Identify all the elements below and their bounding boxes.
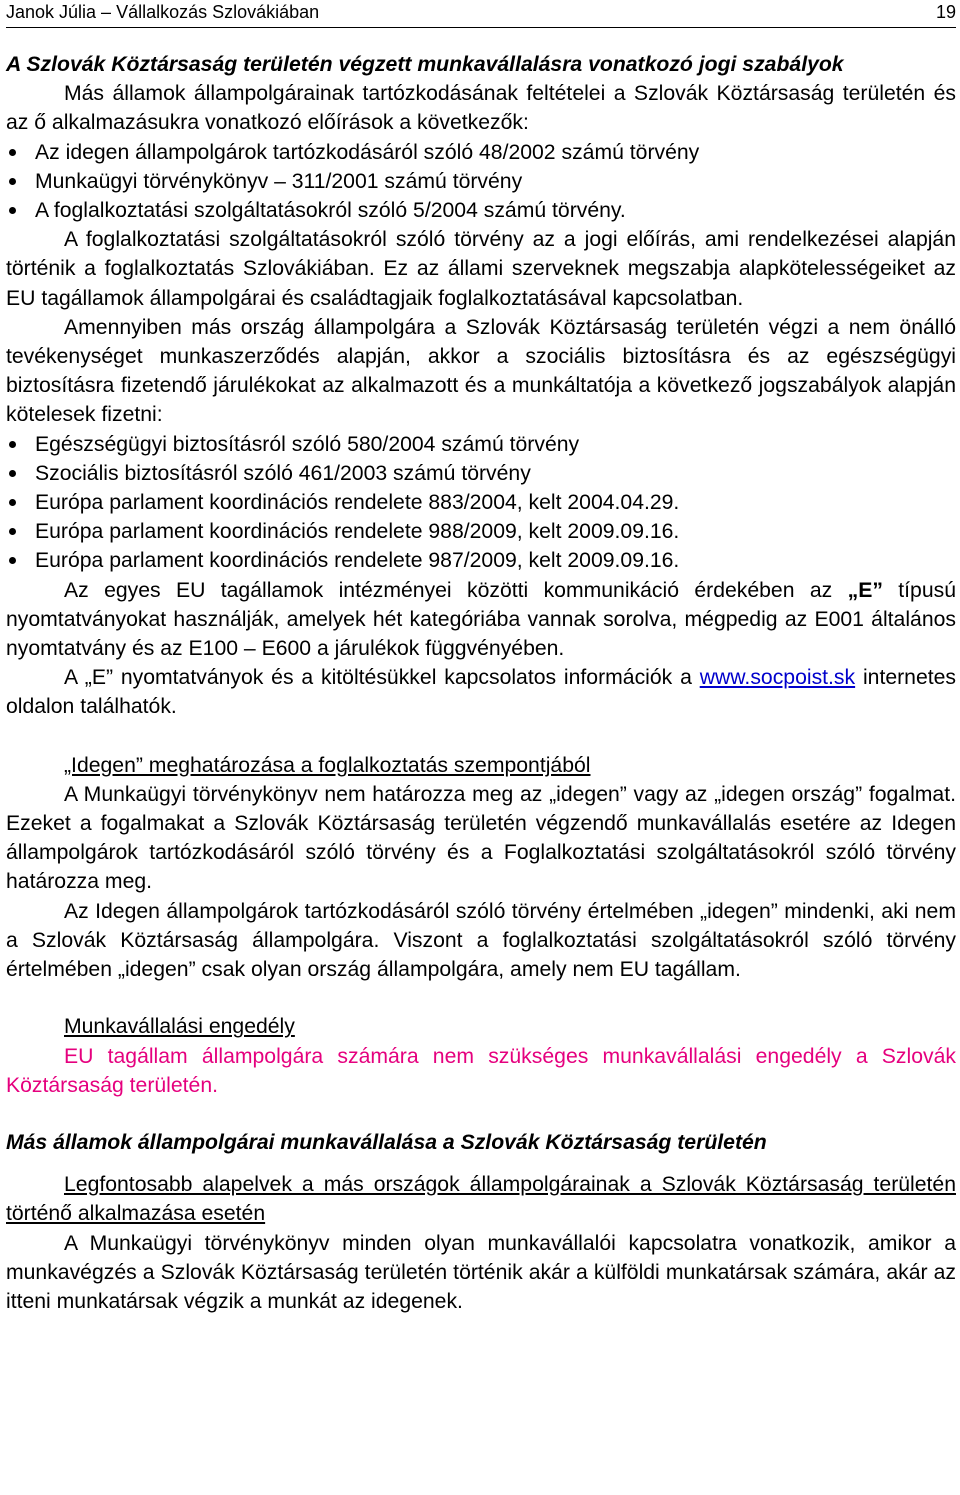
list-item: Európa parlament koordinációs rendelete 987/2009, kelt 2009.09.16. — [6, 546, 956, 575]
paragraph: A Munkaügyi törvénykönyv nem határozza meg az „idegen” vagy az „idegen ország” fogalmat. Ezeket a fogalmakat a Szlovák Köztársaság területén végzendő munkavállalás esetére az Idegen állampolgárok tartózkodásáról szóló törvény és a Foglalkoztatási szolgáltatásokról szóló törvény határozza meg. — [6, 782, 956, 894]
list-item: Európa parlament koordinációs rendelete 883/2004, kelt 2004.04.29. — [6, 488, 956, 517]
paragraph: A foglalkoztatási szolgáltatásokról szóló törvény az a jogi előírás, ami rendelkezései alapján történik a foglalkoztatás Szlovákiában. Ez az állami szerveknek megszabja alapkötelességeiket az EU tagállamok állampolgárai és családtagjaik foglalkoztatásával kapcsolatban. — [6, 228, 956, 310]
list-item: A foglalkoztatási szolgáltatásokról szóló 5/2004 számú törvény. — [6, 196, 956, 225]
paragraph: Az Idegen állampolgárok tartózkodásáról szóló törvény értelmében „idegen” mindenki, aki nem a Szlovák Köztársaság állampolgára. Viszont a foglalkoztatási szolgáltatásokról szóló törvény értelmében „idegen” csak olyan ország állampolgára, amely nem EU tagállam. — [6, 899, 956, 982]
bullet-icon — [9, 207, 16, 214]
subtitle-idegen: „Idegen” meghatározása a foglalkoztatás szempontjából — [64, 753, 591, 777]
list-item: Szociális biztosításról szóló 461/2003 számú törvény — [6, 459, 956, 488]
bullet-icon — [9, 557, 16, 564]
bullet-icon — [9, 149, 16, 156]
section-title: Más államok állampolgárai munkavállalása a Szlovák Köztársaság területén — [6, 1130, 767, 1154]
law-list — [6, 138, 956, 226]
bullet-icon — [9, 470, 16, 477]
paragraph: A Munkaügyi törvénykönyv minden olyan munkavállalói kapcsolatra vonatkozik, amikor a munkavégzés a Szlovák Köztársaság területén történik akár a külföldi munkatársak számára, akár az itteni munkatársak végzik a munkát az idegenek. — [6, 1231, 956, 1313]
paragraph: Amennyiben más ország állampolgára a Szlovák Köztársaság területén végzi a nem önálló tevékenységet munkaszerződés alapján, akkor a szociális biztosításra és az egészségügyi biztosításra fizetendő járulékokat az alkalmazott és a munkáltatója a következő jogszabályok alapján kötelesek fizetni: — [6, 315, 956, 427]
paragraph-highlight: EU tagállam állampolgára számára nem szükséges munkavállalási engedély a Szlovák Köztársaság területén. — [6, 1044, 956, 1097]
page-header — [6, 0, 956, 28]
regulation-list — [6, 430, 956, 576]
page-number: 19 — [935, 2, 956, 22]
section-title: A Szlovák Köztársaság területén végzett munkavállalásra vonatkozó jogi szabályok — [6, 53, 844, 76]
socpoist-link[interactable]: www.socpoist.sk — [699, 666, 856, 690]
header-title: Janok Júlia – Vállalkozás Szlovákiában — [6, 2, 320, 22]
bullet-icon — [9, 499, 16, 506]
subtitle-work-permit: Munkavállalási engedély — [64, 1015, 295, 1039]
bullet-icon — [9, 441, 16, 448]
subtitle-principles: Legfontosabb alapelvek a más országok állampolgárainak a Szlovák Köztársaság területén történő alkalmazása esetén — [6, 1173, 956, 1226]
bullet-icon — [9, 528, 16, 535]
paragraph: A „E” nyomtatványok és a kitöltésükkel kapcsolatos információk a www.socpoist.sk internetes oldalon találhatók. — [6, 666, 956, 719]
paragraph-intro: Más államok állampolgárainak tartózkodásának feltételei a Szlovák Köztársaság területén és az ő alkalmazásukra vonatkozó előírások a következők: — [6, 82, 956, 135]
list-item: Egészségügyi biztosításról szóló 580/2004 számú törvény — [6, 430, 956, 459]
list-item: Az idegen állampolgárok tartózkodásáról szóló 48/2002 számú törvény — [6, 138, 956, 167]
bullet-icon — [9, 178, 16, 185]
list-item: Európa parlament koordinációs rendelete 988/2009, kelt 2009.09.16. — [6, 517, 956, 546]
paragraph: Az egyes EU tagállamok intézményei közötti kommunikáció érdekében az „E” típusú nyomtatványokat használják, amelyek hét kategóriába vannak sorolva, mégpedig az E001 általános nyomtatvány és az E100 – E600 a járulékok függvényében. — [6, 578, 956, 661]
list-item: Munkaügyi törvénykönyv – 311/2001 számú törvény — [6, 167, 956, 196]
document-body — [6, 50, 956, 1316]
